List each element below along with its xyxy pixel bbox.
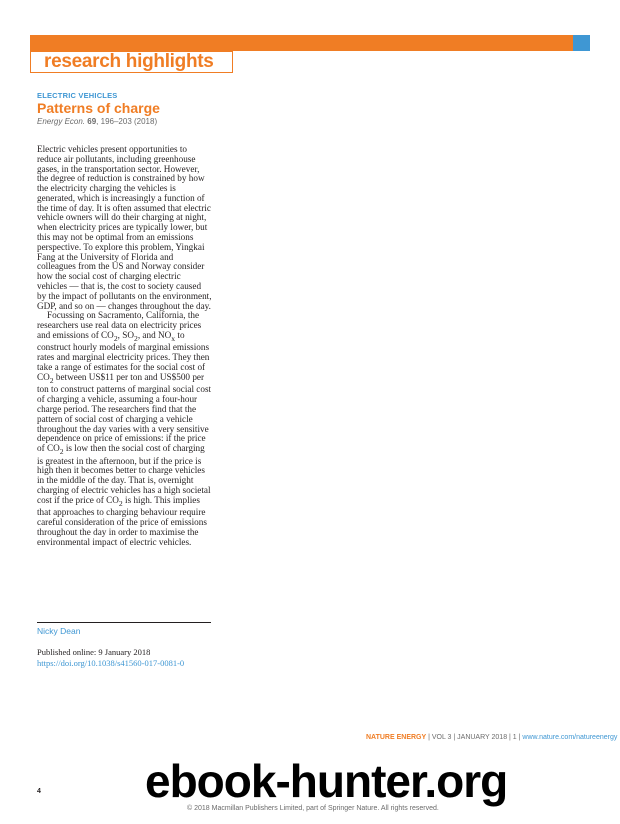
footer-issue: | VOL 3 | JANUARY 2018 | 1 | <box>426 734 523 741</box>
page-number: 4 <box>37 788 41 795</box>
subscript: 2 <box>134 333 138 343</box>
text-run: , SO <box>117 329 134 340</box>
footer-journal-info <box>366 734 617 741</box>
citation-journal: Energy Econ. <box>37 117 86 126</box>
byline-divider <box>37 622 211 623</box>
subscript: 2 <box>49 375 54 385</box>
text-run: is low then the social cost of charging is greatest in the afternoon, but if the price is high then it becomes better to charge vehicles in the middle of the day. That is, overnight charging of electric vehicles has a high societal cost if the price of CO <box>37 443 211 505</box>
body-paragraph-2 <box>37 311 212 547</box>
watermark-text: ebook-hunter.org <box>145 755 508 807</box>
body-paragraph-1: Electric vehicles present opportunities to reduce air pollutants, including greenhouse gases, in the transportation sector. However, the degree of reduction is constrained by how the electricity charging the vehicles is generated, which is increasingly a function of the time of day. It is often assumed that electric vehicle owners will do their charging at night, when electricity prices are typically lower, but this may not be optimal from an emissions perspective. To explore this problem, Yingkai Fang at the University of Florida and colleagues from the US and Norway consider how the social cost of charging electric vehicles — that is, the cost to society caused by the impact of pollutants on the environment, GDP, and so on — changes throughout the day. <box>37 144 212 311</box>
citation-pages: , 196–203 (2018) <box>96 117 158 126</box>
header-tab-marker <box>573 35 590 51</box>
subscript: 2 <box>113 333 118 343</box>
section-title: research highlights <box>44 51 214 72</box>
article-body <box>37 145 212 548</box>
article-citation <box>37 117 157 126</box>
text-run: is high. This implies that approaches to charging behaviour require careful consideration of the price of emissions throughout the day in order to maximise the environmental impact of electric vehicles. <box>37 494 207 547</box>
doi-link[interactable]: https://doi.org/10.1038/s41560-017-0081-0 <box>37 658 185 668</box>
footer-site-link[interactable]: www.nature.com/natureenergy <box>522 734 618 741</box>
subscript: 2 <box>59 446 64 456</box>
text-run: between US$11 per ton and US$500 per ton to construct patterns of marginal social cost of charging a vehicle, assuming a four-hour charge period. The researchers find that the pattern of social cost of charging a vehicle throughout the day varies with a very sensitive dependence on price of emissions: if the price of CO <box>37 371 212 454</box>
subscript: x <box>171 333 176 343</box>
author-name: Nicky Dean <box>37 626 81 636</box>
copyright-notice: © 2018 Macmillan Publishers Limited, part of Springer Nature. All rights reserved. <box>187 805 439 812</box>
published-date: Published online: 9 January 2018 <box>37 647 151 657</box>
footer-journal-name: NATURE ENERGY <box>366 734 427 741</box>
header-accent-bar <box>30 35 573 51</box>
text-run: Focussing on Sacramento, California, the researchers use real data on electricity prices and emissions of CO <box>37 310 202 340</box>
text-run: , and NO <box>137 329 172 340</box>
article-kicker: ELECTRIC VEHICLES <box>37 91 118 100</box>
article-headline: Patterns of charge <box>37 100 160 116</box>
citation-volume: 69 <box>87 117 97 126</box>
text-run: to construct hourly models of marginal emissions rates and marginal electricity prices. They then take a range of estimates for the social cost of CO <box>37 329 210 382</box>
subscript: 2 <box>118 498 123 508</box>
